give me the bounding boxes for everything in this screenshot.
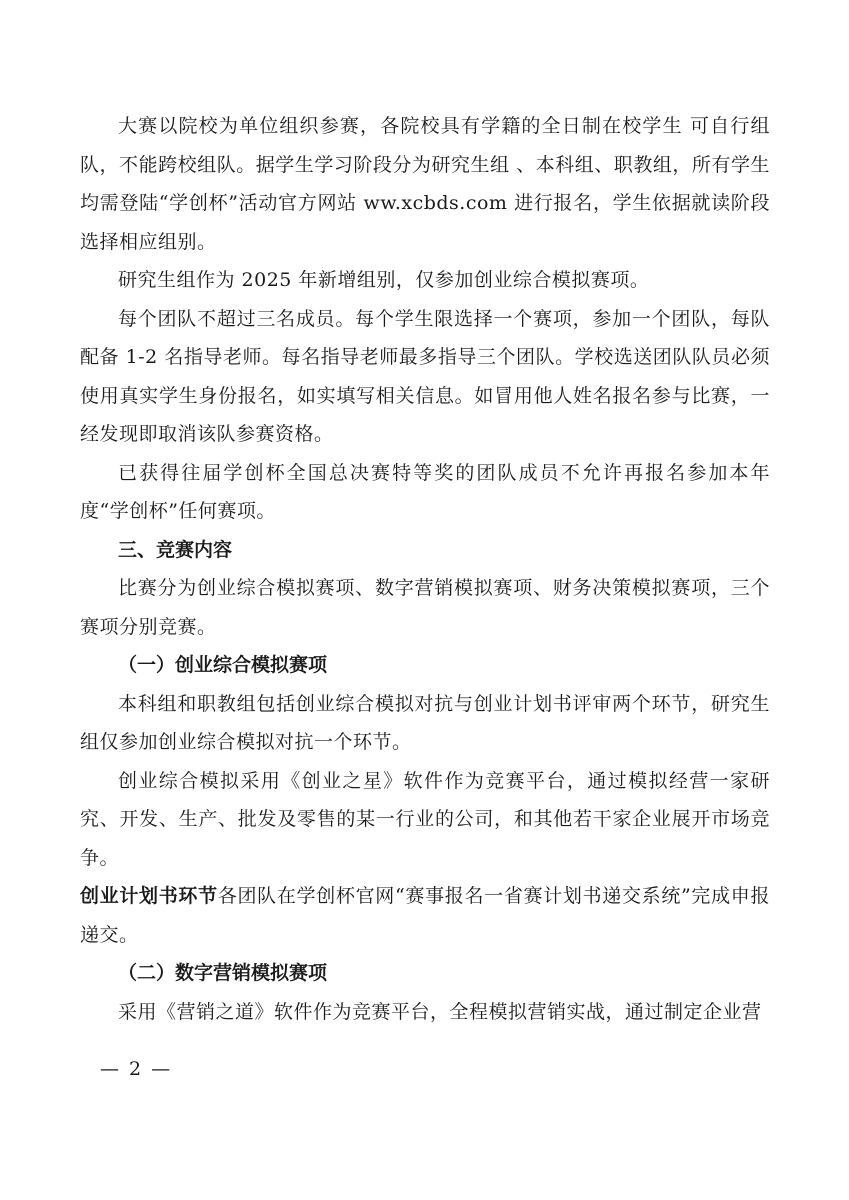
subheading-digital-marketing: （二）数字营销模拟赛项 (118, 962, 328, 984)
business-plan-text: 各团队在学创杯官网“赛事报名一省赛计划书递交系统”完成申报递交。 (80, 885, 770, 946)
document-body (80, 107, 770, 1031)
business-plan-label: 创业计划书环节 (80, 885, 218, 907)
paragraph-graduate-group: 研究生组作为 2025 年新增组别，仅参加创业综合模拟赛项。 (118, 269, 650, 291)
paragraph-team-rules: 每个团队不超过三名成员。每个学生限选择一个赛项，参加一个团队，每队配备 1-2 名指导老师。每名指导老师最多指导三个团队。学校选送团队队员必须使用真实学生身份报名，如实填写相关信息。如冒用他人姓名报名参与比赛，一经发现即取消该队参赛资格。 (80, 307, 770, 445)
paragraph-entrepreneurship-stages: 本科组和职教组包括创业综合模拟对抗与创业计划书评审两个环节，研究生组仅参加创业综合模拟对抗一个环节。 (80, 692, 770, 753)
paragraph-registration: 大赛以院校为单位组织参赛，各院校具有学籍的全日制在校学生 可自行组队，不能跨校组队。据学生学习阶段分为研究生组 、本科组、职教组，所有学生均需登陆“学创杯”活动官方网站 ww.xcbds.com 进行报名，学生依据就读阶段选择相应组别。 (80, 115, 770, 253)
subheading-entrepreneurship-simulation: （一）创业综合模拟赛项 (118, 654, 328, 676)
paragraph-marketing-platform: 采用《营销之道》软件作为竞赛平台，全程模拟营销实战，通过制定企业营 (118, 1000, 762, 1023)
paragraph-competition-overview: 比赛分为创业综合模拟赛项、数字营销模拟赛项、财务决策模拟赛项，三个赛项分别竞赛。 (80, 577, 770, 638)
section-heading-competition-content: 三、竞赛内容 (118, 538, 233, 561)
page-number: — 2 — (100, 1058, 173, 1080)
paragraph-entrepreneurship-platform: 创业综合模拟采用《创业之星》软件作为竞赛平台，通过模拟经营一家研究、开发、生产、批发及零售的某一行业的公司，和其他若干家企业展开市场竞争。 (80, 769, 770, 869)
paragraph-business-plan (80, 877, 770, 954)
paragraph-past-winners: 已获得往届学创杯全国总决赛特等奖的团队成员不允许再报名参加本年度“学创杯”任何赛项。 (80, 461, 770, 522)
